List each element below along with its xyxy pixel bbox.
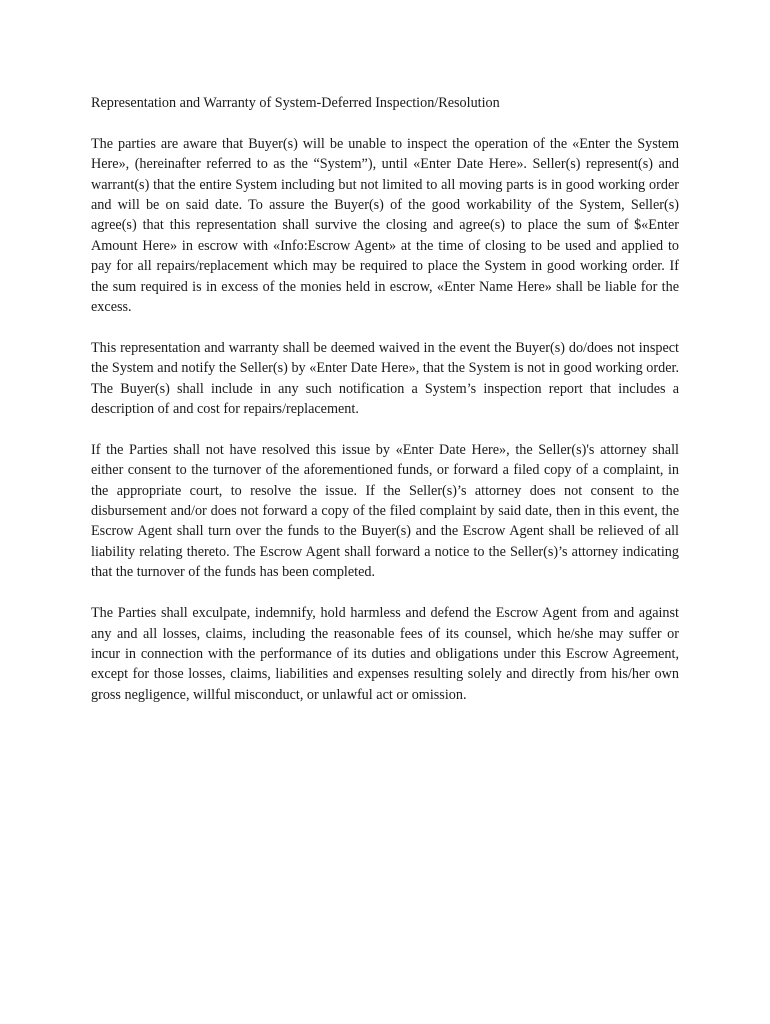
paragraph-inspection-warranty: The parties are aware that Buyer(s) will be unable to inspect the operation of the «Enter the System Here», (hereinafter referred to as the “System”), until «Enter Date Here». Seller(s) represent(s) and warrant(s) that the entire System including but not limited to all moving parts is in good working order and will be on said date. To assure the Buyer(s) of the good workability of the System, Seller(s) agree(s) that this representation shall survive the closing and agree(s) to place the sum of $«Enter Amount Here» in escrow with «Info:Escrow Agent» at the time of closing to be used and applied to pay for all repairs/replacement which may be required to place the System in good working order. If the sum required is in excess of the monies held in escrow, «Enter Name Here» shall be liable for the excess.	[91, 135, 679, 316]
paragraph-indemnification: The Parties shall exculpate, indemnify, hold harmless and defend the Escrow Agent from and against any and all losses, claims, including the reasonable fees of its counsel, which he/she may suffer or incur in connection with the performance of its duties and obligations under this Escrow Agreement, except for those losses, claims, liabilities and expenses resulting solely and directly from his/her own gross negligence, willful misconduct, or unlawful act or omission.	[91, 605, 679, 703]
document-title: Representation and Warranty of System-Deferred Inspection/Resolution	[91, 95, 500, 111]
document-body	[91, 93, 679, 726]
paragraph-waiver: This representation and warranty shall be deemed waived in the event the Buyer(s) do/does not inspect the System and notify the Seller(s) by «Enter Date Here», that the System is not in good working order. The Buyer(s) shall include in any such notification a System’s inspection report that includes a description of and cost for repairs/replacement.	[91, 339, 679, 418]
paragraph-resolution: If the Parties shall not have resolved this issue by «Enter Date Here», the Seller(s)'s attorney shall either consent to the turnover of the aforementioned funds, or forward a filed copy of a complaint, in the appropriate court, to resolve the issue. If the Seller(s)’s attorney does not consent to the disbursement and/or does not forward a copy of the filed complaint by said date, then in this event, the Escrow Agent shall turn over the funds to the Buyer(s) and the Escrow Agent shall be relieved of all liability relating thereto. The Escrow Agent shall forward a notice to the Seller(s)’s attorney indicating that the turnover of the funds has been completed.	[91, 441, 679, 581]
